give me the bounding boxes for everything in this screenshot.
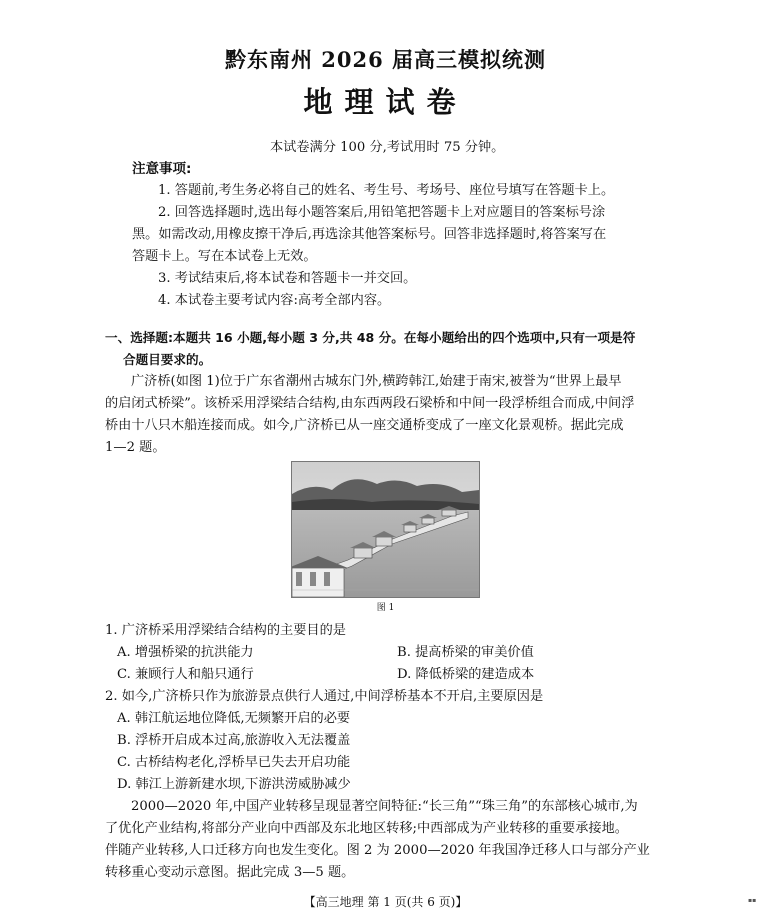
option: D. 韩江上游新建水坝,下游洪涝威胁减少	[117, 777, 351, 792]
option: A. 韩江航运地位降低,无频繁开启的必要	[117, 711, 351, 726]
notice-line: 2. 回答选择题时,选出每小题答案后,用铅笔把答题卡上对应题目的答案标号涂	[158, 205, 606, 220]
notice-line: 4. 本试卷主要考试内容:高考全部内容。	[158, 293, 391, 308]
passage-line: 广济桥(如图 1)位于广东省潮州古城东门外,横跨韩江,始建于南宋,被誉为“世界上最早	[131, 374, 622, 389]
notice-heading: 注意事项:	[132, 161, 192, 177]
option: B. 提高桥梁的审美价值	[397, 645, 534, 660]
notice-line: 答题卡上。写在本试卷上无效。	[132, 249, 317, 264]
subject-title: 地理试卷	[303, 85, 468, 119]
passage-line: 了优化产业结构,将部分产业向中西部及东北地区转移;中西部成为产业转移的重要承接地。	[105, 821, 628, 836]
passage-line: 1—2 题。	[105, 440, 166, 455]
section-heading: 合题目要求的。	[123, 352, 212, 367]
question-stem: 2. 如今,广济桥只作为旅游景点供行人通过,中间浮桥基本不开启,主要原因是	[105, 689, 544, 704]
notice-line: 3. 考试结束后,将本试卷和答题卡一并交回。	[158, 271, 417, 286]
option: A. 增强桥梁的抗洪能力	[117, 645, 254, 660]
notice-line: 黑。如需改动,用橡皮擦干净后,再选涂其他答案标号。回答非选择题时,将答案写在	[132, 227, 607, 242]
option: C. 古桥结构老化,浮桥早已失去开启功能	[117, 755, 351, 770]
notice-line: 1. 答题前,考生务必将自己的姓名、考生号、考场号、座位号填写在答题卡上。	[158, 183, 615, 198]
passage-line: 的启闭式桥梁”。该桥采用浮梁结合结构,由东西两段石梁桥和中间一段浮桥组合而成,中间浮	[105, 396, 635, 411]
bridge-photo	[291, 461, 480, 598]
exam-info: 本试卷满分 100 分,考试用时 75 分钟。	[270, 140, 505, 155]
option: B. 浮桥开启成本过高,旅游收入无法覆盖	[117, 733, 351, 748]
passage-line: 2000—2020 年,中国产业转移呈现显著空间特征:“长三角”“珠三角”的东部核心城市,为	[131, 799, 638, 814]
option: D. 降低桥梁的建造成本	[397, 667, 535, 682]
question-stem: 1. 广济桥采用浮梁结合结构的主要目的是	[105, 623, 346, 638]
page-footer: 【高三地理 第 1 页(共 6 页)】	[303, 895, 468, 909]
section-heading: 一、选择题:本题共 16 小题,每小题 3 分,共 48 分。在每小题给出的四个选项中,只有一项是符	[105, 330, 636, 345]
option: C. 兼顾行人和船只通行	[117, 667, 254, 682]
passage-line: 转移重心变动示意图。据此完成 3—5 题。	[105, 865, 355, 880]
exam-title: 黔东南州 2026 届高三模拟统测	[224, 47, 547, 72]
passage-line: 桥由十八只木船连接而成。如今,广济桥已从一座交通桥变成了一座文化景观桥。据此完成	[105, 418, 624, 433]
figure-caption: 图 1	[376, 603, 395, 613]
corner-mark: ▪▪	[748, 897, 757, 904]
passage-line: 伴随产业转移,人口迁移方向也发生变化。图 2 为 2000—2020 年我国净迁移人口与部分产业	[105, 843, 650, 858]
